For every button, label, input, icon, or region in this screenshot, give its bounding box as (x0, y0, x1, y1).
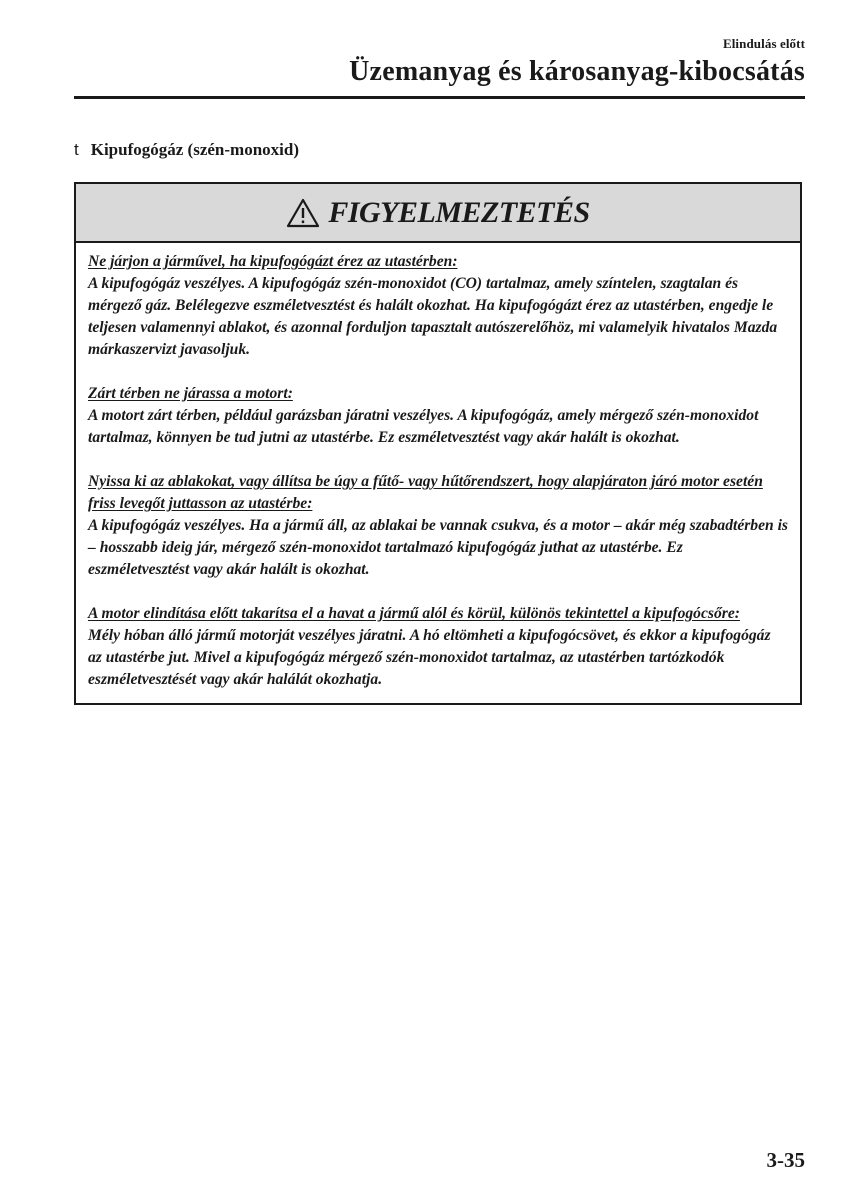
warning-header (76, 184, 800, 243)
warning-item (88, 383, 788, 449)
warning-item-heading: Nyissa ki az ablakokat, vagy állítsa be úgy a fűtő- vagy hűtőrendszert, hogy alapjáraton járó motor esetén friss levegőt juttasson az utastérbe: (88, 473, 763, 512)
warning-box (74, 182, 802, 705)
warning-body (76, 243, 800, 703)
warning-item (88, 603, 788, 691)
warning-item (88, 251, 788, 361)
warning-item (88, 471, 788, 581)
warning-item-text: Mély hóban álló jármű motorját veszélyes járatni. A hó eltömheti a kipufogócsövet, és ekkor a kipufogógáz az utastérbe jut. Mivel a kipufogógáz mérgező szén-monoxidot tartalmaz, az utastérben tartózkodók eszméletvesztését vagy akár halálát okozhatja. (88, 627, 771, 688)
chapter-name: Elindulás előtt (722, 36, 805, 51)
warning-item-text: A motort zárt térben, például garázsban járatni veszélyes. A kipufogógáz, amely mérgező szén-monoxidot tartalmaz, könnyen be tud jutni az utastérbe. Ez eszméletvesztést vagy akár halált is okozhat. (88, 407, 759, 446)
warning-triangle-icon (286, 198, 320, 228)
warning-item-heading: A motor elindítása előtt takarítsa el a havat a jármű alól és körül, különös tekintettel a kipufogócsőre: (88, 605, 740, 622)
page-title: Üzemanyag és károsanyag-kibocsátás (349, 56, 805, 87)
warning-item-text: A kipufogógáz veszélyes. A kipufogógáz szén-monoxidot (CO) tartalmaz, amely színtelen, szagtalan és mérgező gáz. Belélegezve eszméletvesztést és halált okozhat. Ha kipufogógázt érez az utastérben, engedje le teljesen valamennyi ablakot, és azonnal forduljon tapasztalt autószerelőhöz, mi valamelyik hivatalos Mazda márkaszervizt javasoljuk. (88, 275, 778, 358)
section-bullet: t (74, 140, 79, 159)
warning-item-heading: Ne járjon a járművel, ha kipufogógázt érez az utastérben: (88, 253, 458, 270)
warning-title: FIGYELMEZTETÉS (328, 195, 590, 229)
page-number: 3-35 (766, 1148, 805, 1172)
warning-item-text: A kipufogógáz veszélyes. Ha a jármű áll, az ablakai be vannak csukva, és a motor – akár még szabadtérben is – hosszabb ideig jár, mérgező szén-monoxidot tartalmazó kipufogógáz juthat az utastérbe. Ez eszméletvesztést vagy akár halált is okozhat. (88, 517, 788, 578)
section-heading (74, 140, 299, 160)
title-divider (74, 96, 805, 99)
warning-item-heading: Zárt térben ne járassa a motort: (88, 385, 293, 402)
section-heading-text: Kipufogógáz (szén-monoxid) (90, 140, 299, 159)
